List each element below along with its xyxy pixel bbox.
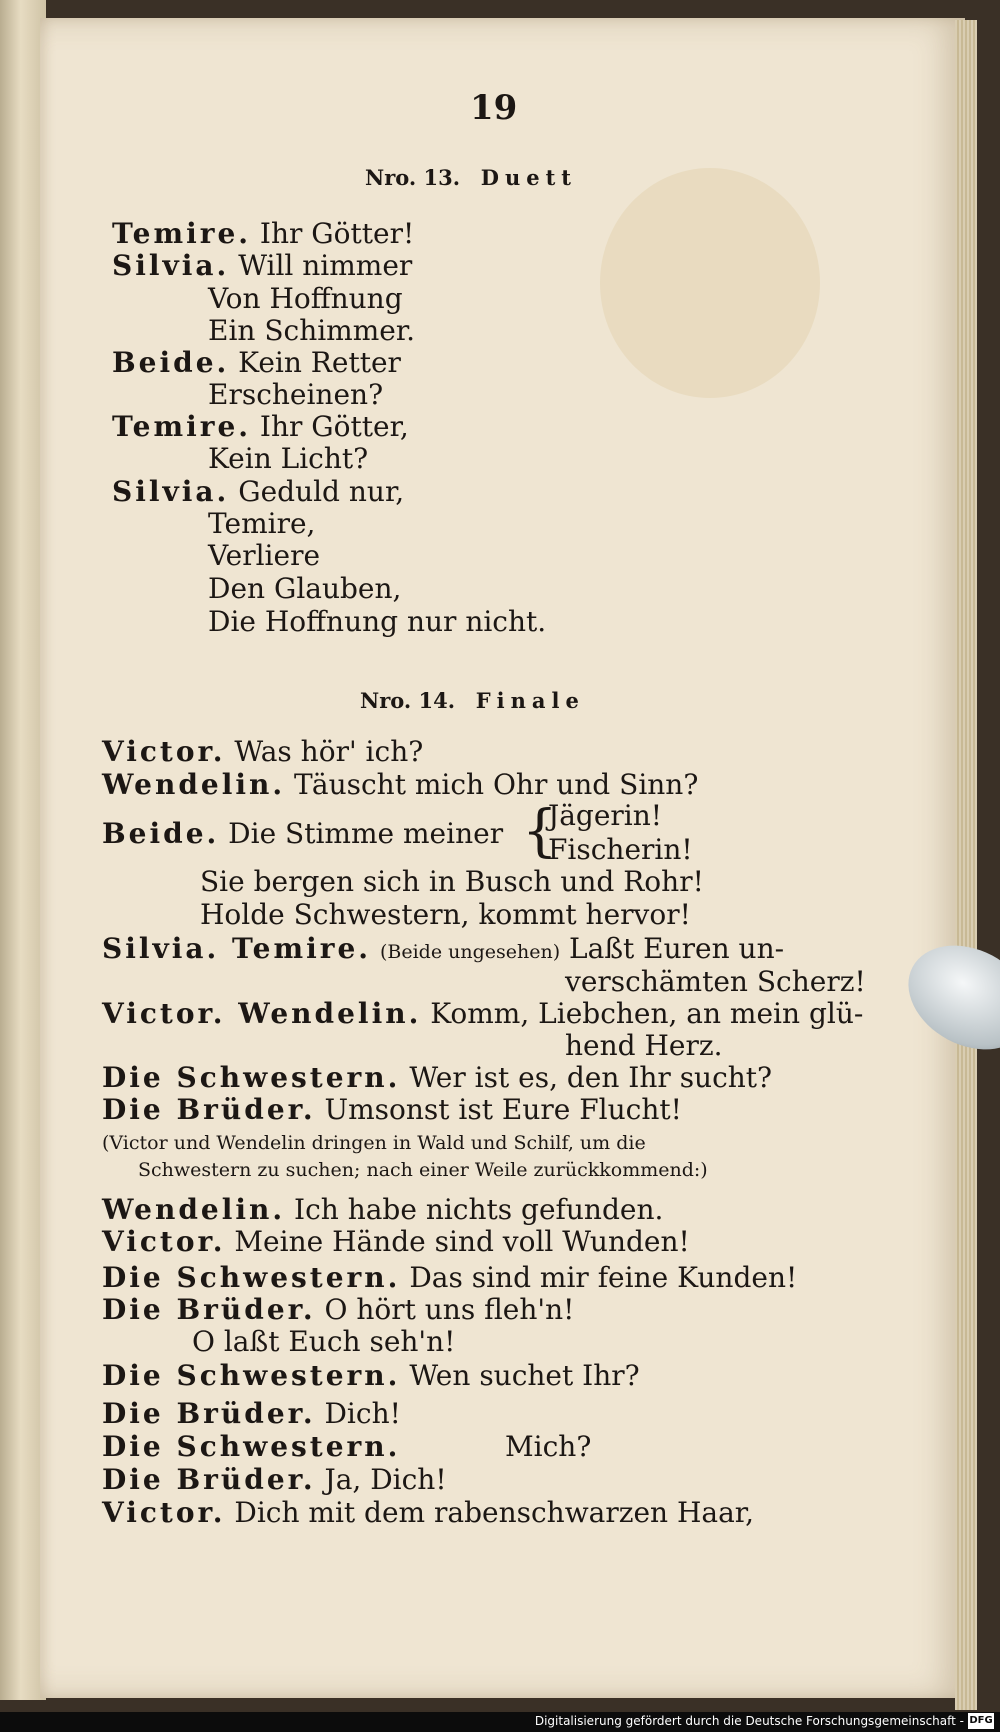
verse-text: Das sind mir feine Kunden! <box>409 1261 798 1294</box>
verse-text: Meine Hände sind voll Wunden! <box>234 1225 690 1258</box>
page-number: 19 <box>470 88 518 128</box>
speaker: Victor. Wendelin. <box>102 997 422 1030</box>
verse-text: Die Hoffnung nur nicht. <box>208 605 547 638</box>
speaker: Victor. <box>102 1496 226 1529</box>
verse-text: Dich! <box>324 1397 401 1430</box>
speaker: Die Brüder. <box>102 1397 316 1430</box>
verse-text: Umsonst ist Eure Flucht! <box>324 1093 682 1126</box>
section-number: Nro. 14. <box>360 688 456 713</box>
speaker: Wendelin. <box>102 768 286 801</box>
verse-alt: Jägerin! <box>548 799 663 832</box>
speaker: Silvia. <box>112 475 230 508</box>
speaker: Die Brüder. <box>102 1293 316 1326</box>
verse-text: Ihr Götter, <box>259 410 409 443</box>
verse-line <box>102 1093 682 1126</box>
verse-line <box>102 1261 798 1294</box>
verse-text: Erscheinen? <box>208 378 384 411</box>
verse-line <box>208 442 369 475</box>
verse-text: O laßt Euch seh'n! <box>192 1325 456 1358</box>
verse-line <box>102 932 785 965</box>
footer-credit: Digitalisierung gefördert durch die Deutsche Forschungsgemeinschaft - <box>534 1714 964 1728</box>
verse-line <box>102 1463 447 1496</box>
section-heading-finale <box>360 688 585 713</box>
verse-line <box>102 1293 575 1326</box>
verse-text: O hört uns fleh'n! <box>324 1293 575 1326</box>
speaker: Victor. <box>102 1225 226 1258</box>
verse-line <box>208 314 416 347</box>
verse-text: Temire, <box>208 507 316 540</box>
verse-text: Ihr Götter! <box>259 217 415 250</box>
speaker: Die Brüder. <box>102 1463 316 1496</box>
verse-text: hend Herz. <box>565 1029 723 1062</box>
verse-line <box>208 539 321 572</box>
speaker: Die Schwestern. <box>102 1061 401 1094</box>
verse-text: Kein Licht? <box>208 442 369 475</box>
verse-text: Kein Retter <box>238 346 401 379</box>
speaker: Victor. <box>102 735 226 768</box>
speaker: Die Schwestern. <box>102 1430 401 1463</box>
verse-text: Laßt Euren un- <box>569 932 785 965</box>
stage-direction: (Beide ungesehen) <box>379 941 561 963</box>
speaker: Wendelin. <box>102 1193 286 1226</box>
section-heading-duett <box>365 165 577 190</box>
stage-direction: Schwestern zu suchen; nach einer Weile zurückkommend:) <box>138 1159 708 1181</box>
verse-line <box>102 1359 640 1392</box>
verse-line <box>102 1496 755 1529</box>
verse-line <box>102 1397 401 1430</box>
verse-line <box>112 410 409 443</box>
verse-line <box>200 865 704 898</box>
verse-text: Ich habe nichts gefunden. <box>294 1193 664 1226</box>
verse-line <box>208 282 403 315</box>
verse-text: Von Hoffnung <box>208 282 403 315</box>
speaker: Temire. <box>112 217 252 250</box>
verse-line <box>565 1029 723 1062</box>
speaker: Die Brüder. <box>102 1093 316 1126</box>
verse-line <box>102 997 864 1030</box>
dfg-logo: DFG <box>968 1713 994 1729</box>
verse-line <box>208 378 384 411</box>
verse-text: Was hör' ich? <box>234 735 424 768</box>
verse-text: Ja, Dich! <box>324 1463 447 1496</box>
verse-line <box>102 1061 773 1094</box>
verse-line <box>208 572 402 605</box>
verse-line <box>112 475 405 508</box>
verse-text: Täuscht mich Ohr und Sinn? <box>294 768 699 801</box>
speaker: Die Schwestern. <box>102 1261 401 1294</box>
verse-text: Wer ist es, den Ihr sucht? <box>409 1061 773 1094</box>
verse-line <box>102 735 424 768</box>
verse-text: Verliere <box>208 539 321 572</box>
speaker: Beide. <box>112 346 230 379</box>
verse-line <box>200 898 691 931</box>
stage-direction: (Victor und Wendelin dringen in Wald und Schilf, um die <box>102 1132 646 1154</box>
verse-line <box>102 768 699 801</box>
verse-text: Wen suchet Ihr? <box>409 1359 640 1392</box>
verse-text: Geduld nur, <box>238 475 405 508</box>
verse-line <box>565 965 866 998</box>
section-title: Finale <box>475 688 585 713</box>
verse-text: Den Glauben, <box>208 572 402 605</box>
speaker: Silvia. Temire. <box>102 932 372 965</box>
verse-line <box>208 605 547 638</box>
section-title: Duett <box>480 165 577 190</box>
verse-line <box>102 817 504 850</box>
verse-text: Komm, Liebchen, an mein glü- <box>430 997 864 1030</box>
verse-line <box>208 507 316 540</box>
speaker: Temire. <box>112 410 252 443</box>
verse-text: Dich mit dem rabenschwarzen Haar, <box>234 1496 755 1529</box>
speaker: Die Schwestern. <box>102 1359 401 1392</box>
brace: { <box>522 799 558 864</box>
verse-line <box>112 217 415 250</box>
speaker: Beide. <box>102 817 220 850</box>
verse-text: Mich? <box>505 1430 592 1463</box>
verse-alt: Fischerin! <box>548 833 693 866</box>
section-number: Nro. 13. <box>365 165 461 190</box>
verse-line <box>102 1430 401 1463</box>
verse-text: Ein Schimmer. <box>208 314 416 347</box>
verse-line <box>192 1325 456 1358</box>
verse-text: Die Stimme meiner <box>228 817 504 850</box>
verse-line <box>505 1430 592 1463</box>
verse-line <box>112 249 413 282</box>
verse-line <box>112 346 401 379</box>
verse-text: Will nimmer <box>238 249 413 282</box>
verse-text: verschämten Scherz! <box>565 965 866 998</box>
verse-text: Holde Schwestern, kommt hervor! <box>200 898 691 931</box>
verse-line <box>102 1193 664 1226</box>
verse-text: Sie bergen sich in Busch und Rohr! <box>200 865 704 898</box>
speaker: Silvia. <box>112 249 230 282</box>
verse-line <box>102 1225 690 1258</box>
